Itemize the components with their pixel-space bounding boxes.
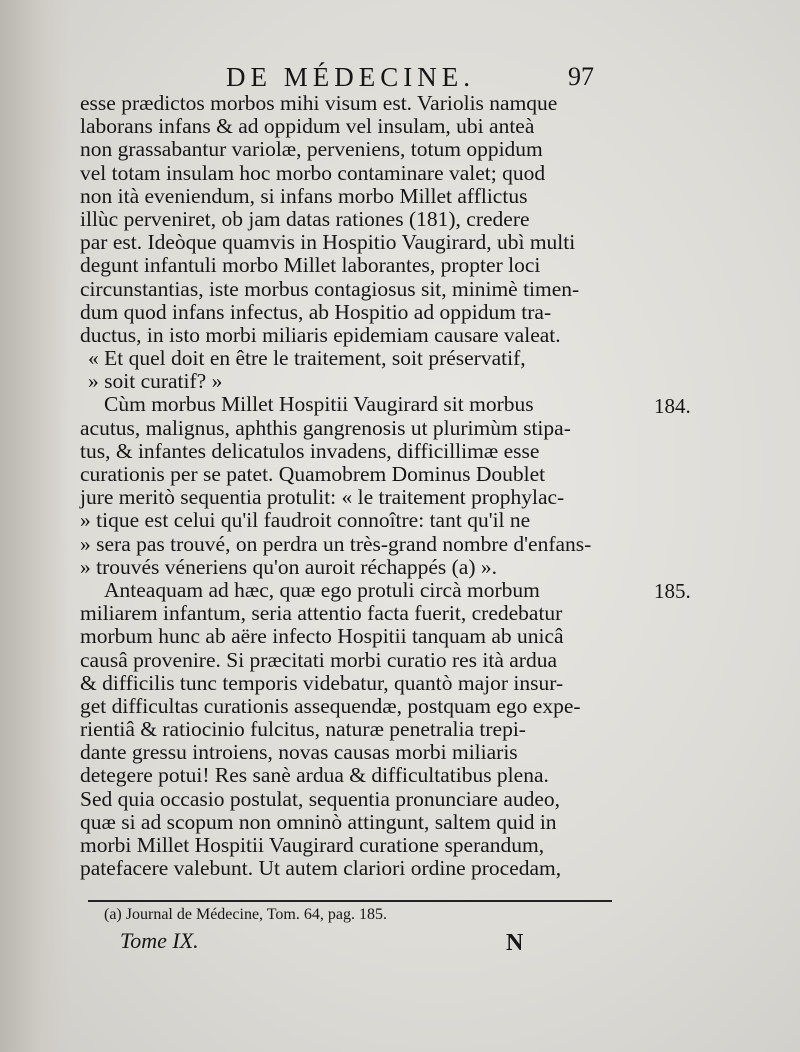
text-line: tus, & infantes delicatulos invadens, difficillimæ esse [80, 438, 540, 463]
gathering-signature: N [506, 930, 524, 956]
running-head: DE MÉDECINE. [226, 62, 475, 92]
text-line: illùc perveniret, ob jam datas rationes (181), credere [80, 206, 530, 231]
page-number: 97 [568, 62, 594, 91]
margin-paragraph-number: 184. [654, 394, 691, 418]
text-line: quæ si ad scopum non omninò attingunt, saltem quid in [80, 809, 557, 834]
text-line: rientiâ & ratiocinio fulcitus, naturæ penetralia trepi- [80, 717, 526, 742]
text-line: detegere potui! Res sanè ardua & difficultatibus plena. [80, 763, 549, 788]
page-gutter-shadow [0, 0, 70, 1052]
text-line: laborans infans & ad oppidum vel insulam, ubi anteà [80, 114, 535, 139]
text-line: vel totam insulam hoc morbo contaminare valet; quod [80, 160, 546, 185]
text-line: curationis per se patet. Quamobrem Dominus Doublet [80, 462, 546, 486]
text-line: causâ provenire. Si præcitati morbi curatio res ità ardua [80, 647, 558, 672]
text-line: get difficultas curationis assequendæ, postquam ego expe- [80, 693, 581, 718]
text-line: Sed quia occasio postulat, sequentia pronunciare audeo, [80, 786, 561, 811]
footnote: (a) Journal de Médecine, Tom. 64, pag. 185. [104, 906, 387, 923]
text-line: Cùm morbus Millet Hospitii Vaugirard sit morbus [104, 392, 534, 417]
text-line: par est. Ideòque quamvis in Hospitio Vaugirard, ubì multi [80, 230, 576, 255]
text-line: « Et quel doit en être le traitement, soit préservatif, [88, 346, 526, 371]
text-line: » tique est celui qu'il faudroit connoître: tant qu'il ne [80, 508, 531, 533]
page-header [0, 62, 800, 92]
text-line: » sera pas trouvé, on perdra un très-grand nombre d'enfans- [80, 531, 592, 556]
text-line: patefacere valebunt. Ut autem clariori ordine procedam, [80, 856, 562, 881]
text-line: degunt infantuli morbo Millet laborantes, propter loci [80, 253, 541, 278]
text-line: dante gressu introiens, novas causas morbi miliaris [80, 740, 518, 765]
footnote-rule [88, 900, 612, 902]
text-line: circunstantias, iste morbus contagiosus sit, minimè timen- [80, 276, 580, 301]
text-line: dum quod infans infectus, ab Hospitio ad oppidum tra- [80, 299, 552, 324]
text-line: » soit curatif? » [88, 369, 223, 394]
body-text [80, 92, 620, 880]
text-line: jure meritò sequentia protulit: « le traitement prophylac- [80, 485, 565, 510]
margin-paragraph-number: 185. [654, 579, 691, 603]
text-line: » trouvés véneriens qu'on auroit réchappés (a) ». [80, 554, 498, 579]
text-line: non ità eveniendum, si infans morbo Millet afflictus [80, 183, 528, 208]
text-line: miliarem infantum, seria attentio facta fuerit, credebatur [80, 601, 563, 626]
text-line: ductus, in isto morbi miliaris epidemiam causare valeat. [80, 322, 561, 347]
text-line: morbum hunc ab aëre infecto Hospitii tanquam ab unicâ [80, 624, 564, 649]
text-line: non grassabantur variolæ, perveniens, totum oppidum [80, 137, 543, 162]
text-line: morbi Millet Hospitii Vaugirard curatione sperandum, [80, 833, 545, 857]
text-line: Anteaquam ad hæc, quæ ego protuli circà morbum [104, 577, 540, 602]
text-line: & difficilis tunc temporis videbatur, quantò major insur- [80, 670, 564, 695]
text-line: acutus, malignus, aphthis gangrenosis ut plurimùm stipa- [80, 415, 571, 440]
text-line: esse prædictos morbos mihi visum est. Variolis namque [80, 91, 558, 115]
volume-signature: Tome IX. [120, 928, 199, 953]
